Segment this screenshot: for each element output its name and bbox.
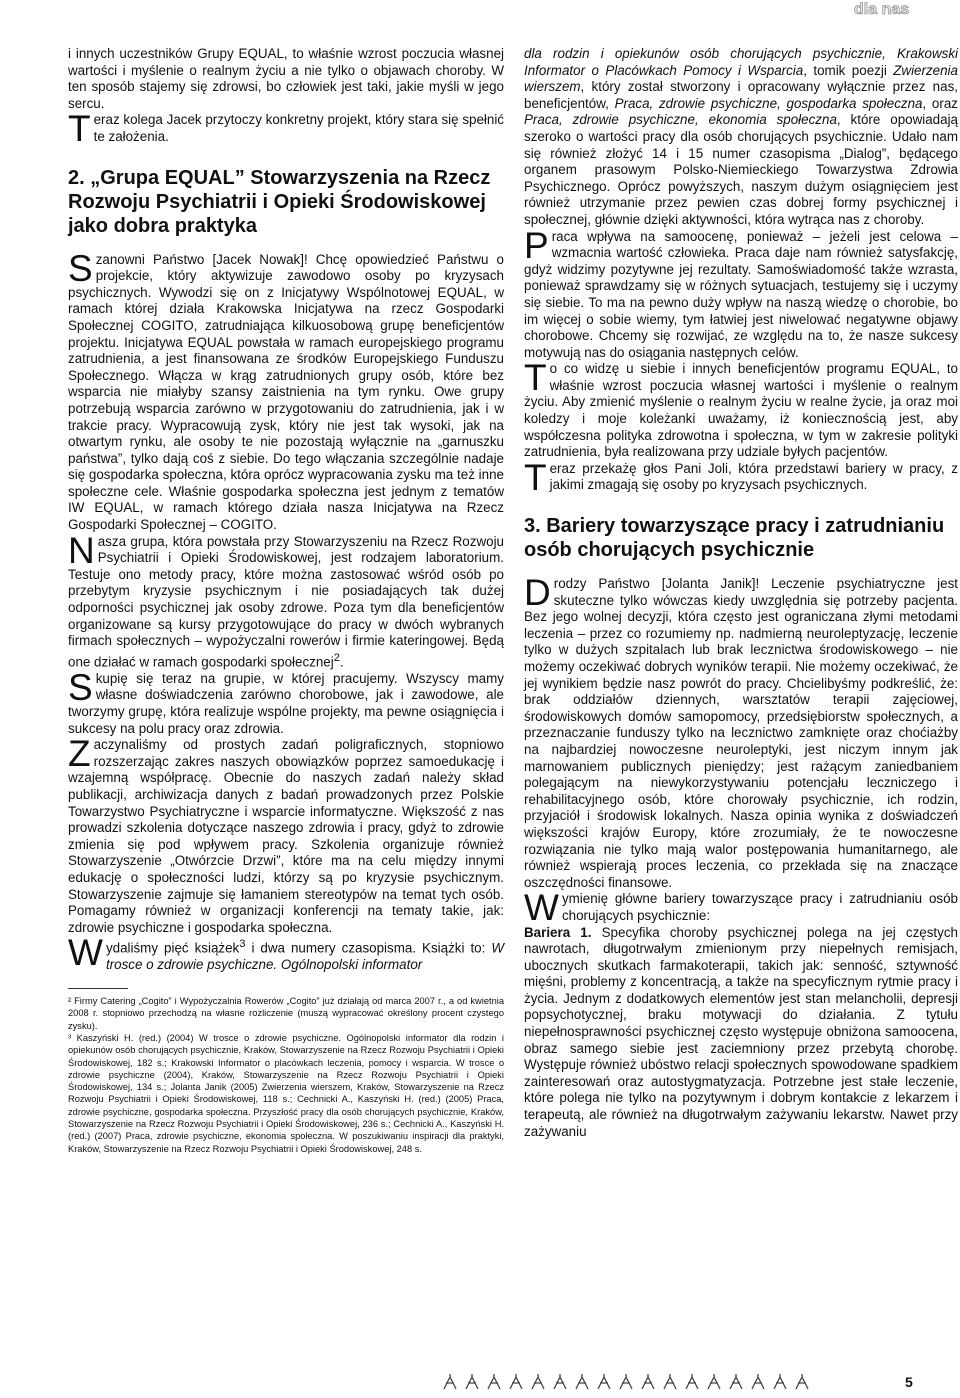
logo-text: dla nas	[854, 1, 910, 16]
paragraph-skupie: Skupię się teraz na grupie, w której pracujemy. Wszyscy mamy własne doświadczenia zarówno chorobowe, jak i zawodowe, ale tworzymy grupę, która realizuje wspólne projekty, ma pewne osiągnięcia i sukcesy na polu pracy oraz zdrowia.	[68, 666, 504, 736]
cont-text-a: , tomik poezji	[803, 62, 894, 78]
cont-text-b: , który został stworzony i opracowany wyłącznie przez nas, beneficjentów,	[524, 79, 958, 111]
right-column	[524, 46, 958, 1140]
section-heading-2: 2. „Grupa EQUAL” Stowarzyszenia na Rzecz Rozwoju Psychiatrii i Opieki Środowiskowej jako dobra praktyka	[68, 166, 491, 237]
paragraph-drodzy: Drodzy Państwo [Jolanta Janik]! Leczenie psychiatryczne jest skuteczne tylko wówczas kiedy uwzględnia się potrzeby pacjenta. Bez jego wolnej decyzji, która często jest ograniczana złymi metodami leczenia – przez co rozumiemy np. nadmierną neuroleptyzację, leczenie tylko w dużych szpitalach lub brak lecznictwa środowiskowego – nie możemy oczekiwać dobrych wyników terapii. Nie możemy oczekiwać, że jej wynikiem będzie nasz powrót do pracy. Chcielibyśmy podkreślić, że: brak oddziałów dziennych, warsztatów terapii zajęciowej, środowiskowych domów samopomocy, przedsiębiorstw społecznych, a przeznaczanie funduszy tylko na lecznictwo zamknięte oraz choćiażby na najbardziej nowoczesne neuroleptyki, jest niczym innym jak marnowaniem publicznych pieniędzy; jest rażącym zaniedbaniem polegającym na niewykorzystywaniu potencjału leczniczego i rehabilitacyjnego osób, które chorowały psychicznie, ich rodzin, przyjaciół i środowisk lokalnych. Nasza opinia wynika z doświadczeń większości krajów Europy, które zrozumiały, że te nowoczesne rozwiązania nie tylko mają walor postępowania humanitarnego, ale również wspierają proces leczenia, co przekłada się na znaczące oszczędności finansowe.	[524, 572, 958, 890]
bariera-text: Specyfika choroby psychicznej polega na jej częstych nawrotach, długotrwałym zmienionym przy niepełnych remisjach, ubocznych skutkach farmakoterapii, takich jak: senność, sztywność mięśni, problemy z koncentracją, a także na specyficznym rytmie pracy i życia. Jednym z dodatkowych elementów jest stan melancholii, depresji popsychotycznej, braku motywacji do działania. Z tytułu niepełnosprawności psychicznej często występuje obniżona samoocena, obraz samego siebie jest zaciemniony przez przebytą chorobę. Występuje również ubóstwo relacji społecznych spowodowane spadkiem zainteresowań oraz autostygmatyzacja. Potrzebne jest stałe leczenie, które polega nie tylko na pozytywnym i dobrym kontakcie z lekarzem i terapeutą, ale również na długotrwałym zażywaniu lekarstw. Nawet przy zażywaniu	[524, 924, 958, 1139]
paragraph-bariera-1	[524, 925, 958, 1141]
paragraph-praca: Praca wpływa na samoocenę, ponieważ – jeżeli jest celowa – wzmacnia wartość człowieka. Praca daje nam również satysfakcję, gdyż widzimy pozytywne jej rezultaty. Samoświadomość także wzrasta, ponieważ sprawdzamy się w różnych sytuacjach, testujemy się i uczymy się siebie. To ma na pewno duży wpływ na naszą wiedzę o chorobie, bo im więcej o sobie wiemy, tym łatwiej jest niwelować negatywne objawy chorobowe. Chcemy się rozwijać, ze względu na to, że nasze sukcesy motywują nas do osiągania następnych celów.	[524, 224, 958, 360]
paragraph-szanowni: Szanowni Państwo [Jacek Nowak]! Chcę opowiedzieć Państwu o projekcie, który aktywizuje zawodowo osoby po kryzysach psychicznych. Wywodzi się on z Inicjatywy Wspólnotowej EQUAL, w ramach której działa Krakowska Inicjatywa na rzecz Gospodarki Społecznej COGITO, zatrudniająca kilkuosobową grupę beneficjentów projektu. Inicjatywa EQUAL powstała w ramach europejskiego programu zatrudnienia, a jest finansowana ze środków Europejskiego Funduszu Społecznego. Włącza w krąg zatrudnionych grupy osób, które bez wsparcia nie miałyby szansy zaistnienia na tym rynku. Owe grupy potrzebują wsparcia zarówno w przygotowaniu do zatrudnienia, jak i w trakcie pracy. Wypracowują zysk, który nie jest tak wysoki, jak na otwartym rynku, ale osoby te nie pozostają wyłącznie na „garnuszku państwa”, tylko dają coś z siebie. Do tego włączania szczególnie nadaje się gospodarka społeczna, która oprócz wypracowania zysku ma też inne społeczne cele. Właśnie gospodarka społeczna jest jednym z tematów IW EQUAL, w ramach którego działa nasza Inicjatywa na Rzecz Gospodarki Społecznej – COGITO.	[68, 247, 504, 533]
title-praca-gospodarka: Praca, zdrowie psychiczne, gospodarka społeczna	[614, 95, 923, 111]
paragraph-intro: i innych uczestników Grupy EQUAL, to właśnie wzrost poczucia własnej wartości i myślenie o realnym życiu a nie tylko o objawach choroby. W ten sposób stajemy się zdrowsi, bo człowiek jest taki, jakie myśli w jego sercu.	[68, 46, 504, 111]
nasza-end: .	[339, 654, 344, 670]
page-number: 5	[905, 1374, 913, 1390]
dla-nas-logo	[852, 0, 942, 16]
paragraph-wymienie: Wymienię główne bariery towarzyszące pracy i zatrudnianiu osób chorujących psychicznie:	[524, 887, 958, 929]
left-column	[68, 46, 504, 1155]
footnotes	[68, 995, 504, 1155]
footnote-ref-3: 3	[239, 938, 246, 951]
wydalismy-title: W trosce o zdrowie psychiczne. Ogólnopolski informator	[105, 940, 504, 973]
footnote-3: ³ Kaszyński H. (red.) (2004) W trosce o zdrowie psychiczne. Ogólnopolski informator dla rodzin i opiekunów osób chorujących psychicznie, Kraków, Stowarzyszenie na Rzecz Rozwoju Psychiatrii i Opieki Środowiskowej, 182 s.; Krakowski Informator o placówkach leczenia, pomocy i wsparcia. W trosce o zdrowie psychiczne (2004), Kraków, Stowarzyszenie na Rzecz Rozwoju Psychiatrii i Opieki Środowiskowej, 134 s.; Jolanta Janik (2005) Zwierzenia wierszem, Kraków, Stowarzyszenie na Rzecz Rozwoju Psychiatrii i Opieki Środowiskowej, 118 s.; Cechnicki A., Kaszyński H. (red.) (2005) Praca, zdrowie psychiczne, gospodarka społeczna. Przyszłość pracy dla osób chorujących psychicznie, Kraków, Stowarzyszenie na Rzecz Rozwoju Psychiatrii i Opieki Środowiskowej, 236 s.; Cechnicki A., Kaszyński H. (red.) (2007) Praca, zdrowie psychiczne, ekonomia społeczna. W poszukiwaniu inspiracji dla praktyki, Kraków, Stowarzyszenie na Rzecz Rozwoju Psychiatrii i Opieki Środowiskowej, 248 s.	[68, 1032, 504, 1154]
paragraph-to: To co widzę u siebie i innych beneficjentów programu EQUAL, to właśnie wzrost poczucia własnej wartości i myślenie o realnym życiu. Aby zmienić myślenie o realnym życiu w realne życie, ja oraz moi koledzy i moje koleżanki uważamy, iż koniecznością jest, aby współczesna polityka zdrowotna i społeczna, w tym w zakresie polityki zatrudnienia, była realizowana przy udziale byłych pacjentów.	[524, 357, 958, 460]
section-heading-3: 3. Bariery towarzyszące pracy i zatrudnianiu osób chorujących psychicznie	[524, 515, 945, 562]
title-zwierzenia: Zwierzenia wierszem	[524, 62, 958, 95]
paragraph-teraz-2: Teraz przekażę głos Pani Joli, która przedstawi bariery w pracy, z jakimi zmagają się osoby po kryzysach psychicznych.	[524, 456, 958, 498]
footnote-2: ² Firmy Catering „Cogito” i Wypożyczalnia Rowerów „Cogito” już działają od marca 2007 r., a od kwietnia 2008 r. stopniowo przechodzą na własne rozliczenie (muszą wypracować określony procent czystego zysku).	[68, 996, 504, 1031]
wydalismy-text-a: Wydaliśmy pięć książek	[68, 932, 240, 974]
paragraph-continuation	[524, 46, 958, 229]
title-praca-ekonomia: Praca, zdrowie psychiczne, ekonomia społeczna	[524, 112, 837, 128]
footer-figures-ornament	[440, 1373, 820, 1393]
title-informator: dla rodzin i opiekunów osób chorujących psychicznie, Krakowski Informator o Placówkach Pomocy i Wsparcia	[524, 46, 958, 78]
bariera-label: Bariera 1.	[524, 924, 592, 940]
footnote-divider	[68, 988, 128, 989]
wydalismy-text-b: i dwa numery czasopisma. Książki to:	[245, 940, 492, 956]
paragraph-wydalismy	[68, 932, 504, 974]
cont-text-d: , które opowiadają szeroko o wartości pracy dla osób chorujących psychicznie. Udało nam się również złożyć 14 i 15 numer czasopisma „Dialog”, będącego organem prasowym Polsko-Niemieckiego Towarzystwa Zdrowia Psychicznego. Oprócz powyższych, naszym dużym osiągnięciem jest również utrzymanie przez pewien czas dobrej formy psychicznej i społecznej, głównie dzięki aktywności, która wytrąca nas z choroby.	[524, 112, 958, 227]
nasza-text: Nasza grupa, która powstała przy Stowarzyszeniu na Rzecz Rozwoju Psychiatrii i Opieki Środowiskowej, jest rodzajem laboratorium. Testuje ono metody pracy, które można zastosować wśród osób po przebytym kryzysie psychicznym i nie posiadających tak dużej odporności psychicznej jak osoby zdrowe. Poza tym dla beneficjentów organizowane są kursy przygotowujące do pracy w dwóch wybranych firmach społecznych – wypożyczalni rowerów i firmie kateringowej. Będą one działać w ramach gospodarki społecznej	[68, 529, 504, 670]
paragraph-zaczynalismy: Zaczynaliśmy od prostych zadań poligraficznych, stopniowo rozszerzając zakres naszych obowiązków poprzez samoedukację i wzajemną współpracę. Obecnie do naszych zadań należy skład publikacji, archiwizacja danych z badań prowadzonych przez Polskie Towarzystwo Psychiatryczne i wsparcie informatyczne. Większość z nas prowadzi szkolenia dotyczące naszego zdrowia i pracy, gdyż to zdrowie zmienia się pod wpływem pracy. Szkolenia organizuje również Stowarzyszenie „Otwórzcie Drzwi”, które ma na celu między innymi edukację o społeczności ludzi, którzy są po kryzysie psychicznym. Stowarzyszenie zajmuje się łamaniem stereotypów na temat tych osób. Pomagamy również w organizacji konferencji na tematy takie, jak: zdrowie psychiczne i gospodarka społeczna.	[68, 733, 504, 935]
footnote-ref-2: 2	[333, 651, 340, 664]
paragraph-teraz: Teraz kolega Jacek przytoczy konkretny projekt, który stara się spełnić te założenia.	[68, 108, 504, 150]
cont-text-c: , oraz	[922, 95, 958, 111]
paragraph-nasza	[68, 529, 504, 671]
